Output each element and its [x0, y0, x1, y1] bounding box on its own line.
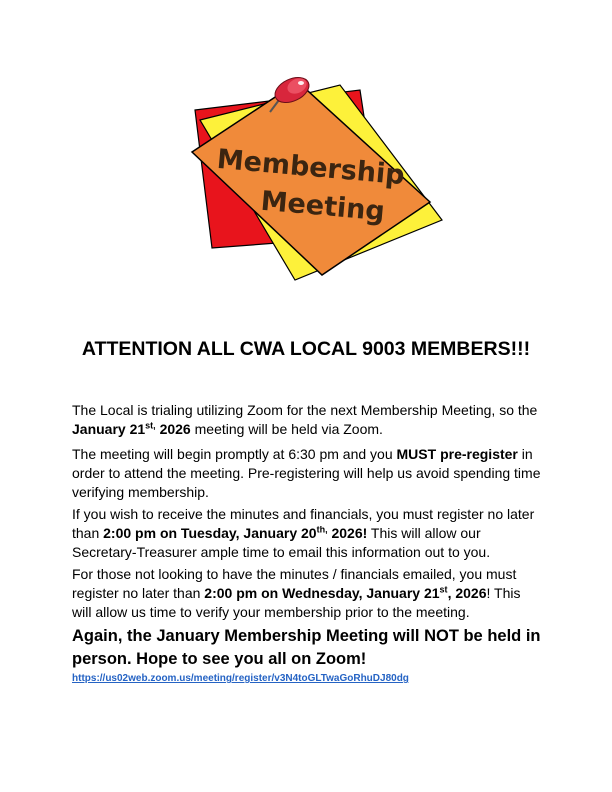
p3-text-a: If you wish to receive the minutes and financials, you must register no later than [72, 506, 535, 541]
clipart-title-line1: Membership [215, 143, 406, 192]
p3-deadline: 2:00 pm on Tuesday, January 20 [103, 525, 317, 541]
p3-year: 2026! [327, 525, 368, 541]
paragraph-minutes-deadline [72, 505, 542, 562]
p3-text-c: This will allow our Secretary-Treasurer ample time to email this information out to you. [72, 525, 491, 560]
p1-text-c: meeting will be held via Zoom. [190, 421, 383, 437]
p3-date-suffix: th, [316, 524, 328, 535]
p4-text-a: For those not looking to have the minutes / financials emailed, you must register no later than [72, 566, 517, 601]
p1-text-a: The Local is trialing utilizing Zoom for the next Membership Meeting, so the [72, 402, 538, 418]
p2-text-a: The meeting will begin promptly at 6:30 pm and you [72, 446, 397, 462]
membership-meeting-clipart [170, 70, 460, 310]
p1-year: 2026 [155, 421, 191, 437]
closing-statement: Again, the January Membership Meeting will NOT be held in person. Hope to see you all on Zoom! [72, 627, 541, 668]
p1-date: January 21 [72, 421, 146, 437]
p4-text-c: ! This will allow us time to verify your membership prior to the meeting. [72, 585, 521, 620]
paragraph-zoom-trial [72, 401, 542, 439]
p2-bold: MUST pre-register [396, 446, 518, 462]
clipart-title-line2: Meeting [259, 185, 386, 228]
p4-date-suffix: st [439, 584, 448, 595]
p4-deadline: 2:00 pm on Wednesday, January 21 [204, 585, 440, 601]
paragraph-pre-register [72, 445, 542, 502]
p4-year: , 2026 [447, 585, 487, 601]
page-heading: ATTENTION ALL CWA LOCAL 9003 MEMBERS!!! [81, 338, 531, 360]
zoom-registration-link[interactable]: https://us02web.zoom.us/meeting/register/v3N4toGLTwaGoRhuDJ80dg [72, 673, 409, 684]
p2-text-c: in order to attend the meeting. Pre-registering will help us avoid spending time verifying membership. [72, 446, 541, 500]
p1-date-suffix: st, [145, 420, 156, 431]
paragraph-register-deadline [72, 565, 542, 622]
